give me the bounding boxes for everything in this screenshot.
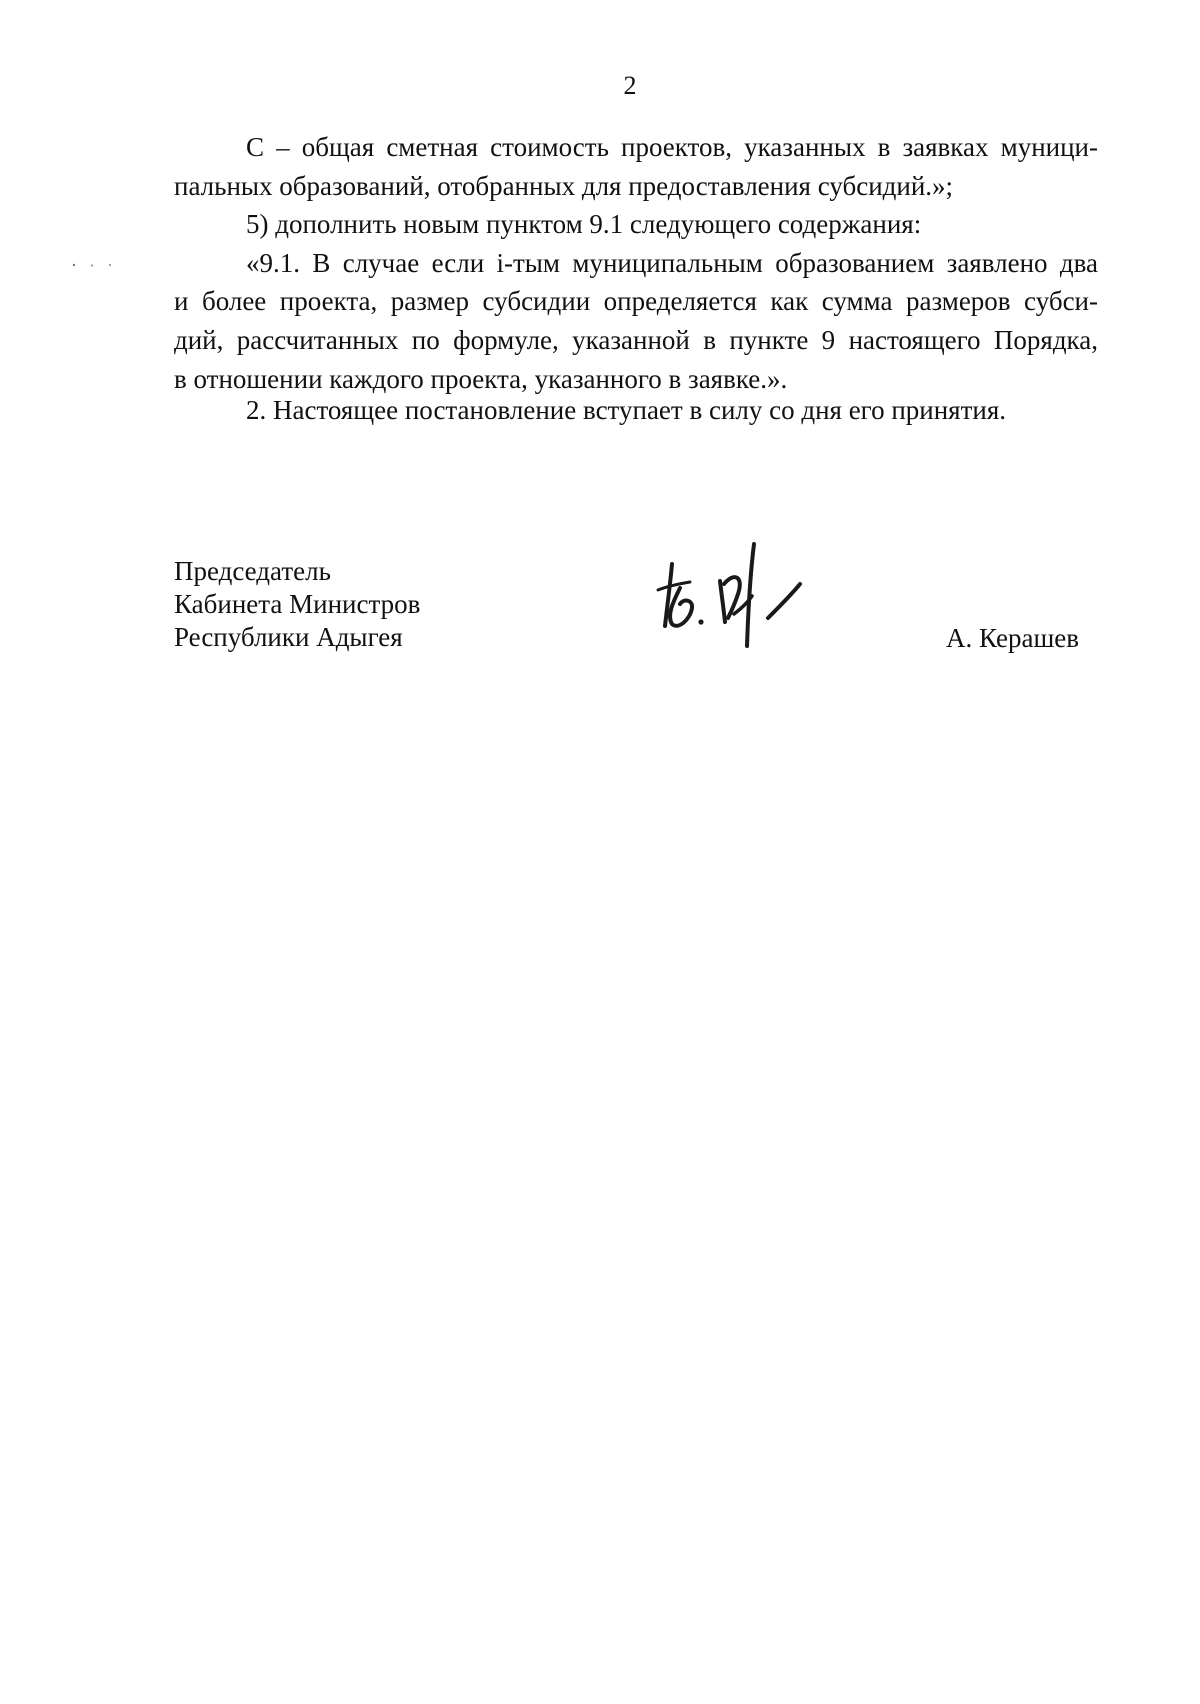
body-text	[174, 128, 1098, 398]
body-line: в отношении каждого проекта, указанного в заявке.».	[174, 363, 788, 394]
body-line: пальных образований, отобранных для предоставления субсидий.»;	[174, 170, 954, 201]
body-line: и более проекта, размер субсидии определяется как сумма размеров субси-	[174, 286, 1098, 317]
signatory-name: А. Керашев	[946, 623, 1079, 653]
page-number: 2	[623, 71, 637, 100]
signatory-title-line: Председатель	[174, 556, 331, 586]
signatory-title	[174, 555, 420, 654]
body-line: «9.1. В случае если i-тым муниципальным образованием заявлено два	[246, 247, 1098, 278]
scan-mark	[70, 256, 116, 264]
body-line: дий, рассчитанных по формуле, указанной в пункте 9 настоящего Порядка,	[174, 324, 1098, 355]
signatory-title-line: Кабинета Министров	[174, 589, 421, 619]
body-line: С – общая сметная стоимость проектов, указанных в заявках муници-	[246, 132, 1098, 162]
signatory-title-line: Республики Адыгея	[174, 622, 403, 652]
handwritten-signature	[650, 526, 835, 656]
resolution-text: 2. Настоящее постановление вступает в силу со дня его принятия.	[246, 395, 1007, 425]
body-line: 5) дополнить новым пунктом 9.1 следующего содержания:	[246, 209, 922, 240]
